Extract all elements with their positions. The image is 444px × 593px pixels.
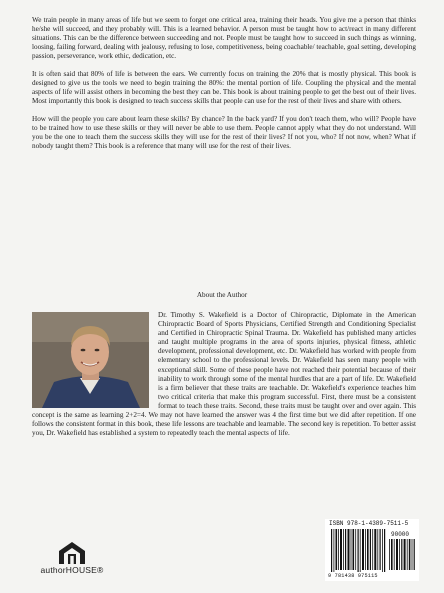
barcode-digits: 9 781438 975115: [328, 573, 378, 579]
blurb-paragraph-2: It is often said that 80% of life is between the ears. We currently focus on training the 20% that is mostly physical. This book is designed to give us the tools we need to begin training the 80%: the mental portion of life. Coupling the physical and the mental aspects of life will assist others in becoming the best they can be. This book is about training people to get the best out of their lives. Most importantly this book is designed to teach success skills that people can use for the rest of their lives and share with others.: [32, 70, 416, 105]
author-photo: [32, 312, 149, 408]
about-author-text: Dr. Timothy S. Wakefield is a Doctor of Chiropractic, Diplomate in the American Chiropractic Board of Sports Physicians, Certified Strength and Conditioning Specialist and Certified in Chiropractic Spinal Trauma. Dr. Wakefield has published many articles and taught multiple programs in the area of sports injuries, physical fitness, athletic development, professional development, etc. Dr. Wakefield has worked with people from elementary school to the professional levels. Dr. Wakefield has seen many people with exceptional skill. Some of these people have not reached their potential because of their inability to work through some of the mental hurdles that are a part of life. Dr. Wakefield is a firm believer that these traits are teachable. Dr. Wakefield's experience teaches him two critical criteria that make this program successful. First, there must be a consistent format to teach these traits. Second, these traits must be taught over and over again. This concept is the same as learning 2+2=4. We may not have learned the answer was 4 the first time but we did after repetition. If one follows the consistent format in this book, these life lessons are teachable and learnable. The second key is repetition. To better assist you, Dr. Wakefield has established a system to repeatedly teach the mental aspects of life.: [32, 311, 416, 438]
blurb-paragraph-3: How will the people you care about learn these skills? By chance? In the back yard? If you don't teach them, who will? People have to be trained how to use these skills or they will never be able to use them. People cannot apply what they do not understand. Will you be the one to teach them the success skills they will use for the rest of their lives? If not you, who? If not now, when? What if nobody taught them? This book is a reference that many will use for the rest of their lives.: [32, 115, 416, 150]
isbn-barcode-box: [325, 519, 419, 581]
publisher-logo: [34, 540, 110, 580]
back-cover-blurb: [32, 16, 416, 160]
barcode-icon: [325, 519, 419, 581]
publisher-name: authorHOUSE®: [40, 565, 104, 575]
price-code: 90000: [391, 531, 410, 538]
blurb-paragraph-1: We train people in many areas of life but we seem to forget one critical area, training their heads. You give me a person that thinks he/she will succeed, and they probably will. This is a learned behavior. A person must be taught how to act/react in many different situations. This can be the difference between succeeding and not. People must be taught how to succeed in such things as winning, loosing, failing forward, dealing with jealousy, refusing to lose, competitiveness, being coachable/ teachable, goal setting, developing passion, perseverance, work ethic, dedication, etc.: [32, 16, 416, 60]
house-logo-icon: [34, 540, 110, 566]
isbn-label: ISBN 978-1-4389-7511-5: [329, 520, 409, 527]
about-author-heading: About the Author: [196, 291, 248, 299]
author-portrait-image: [32, 312, 149, 408]
about-author-section: [32, 311, 416, 438]
